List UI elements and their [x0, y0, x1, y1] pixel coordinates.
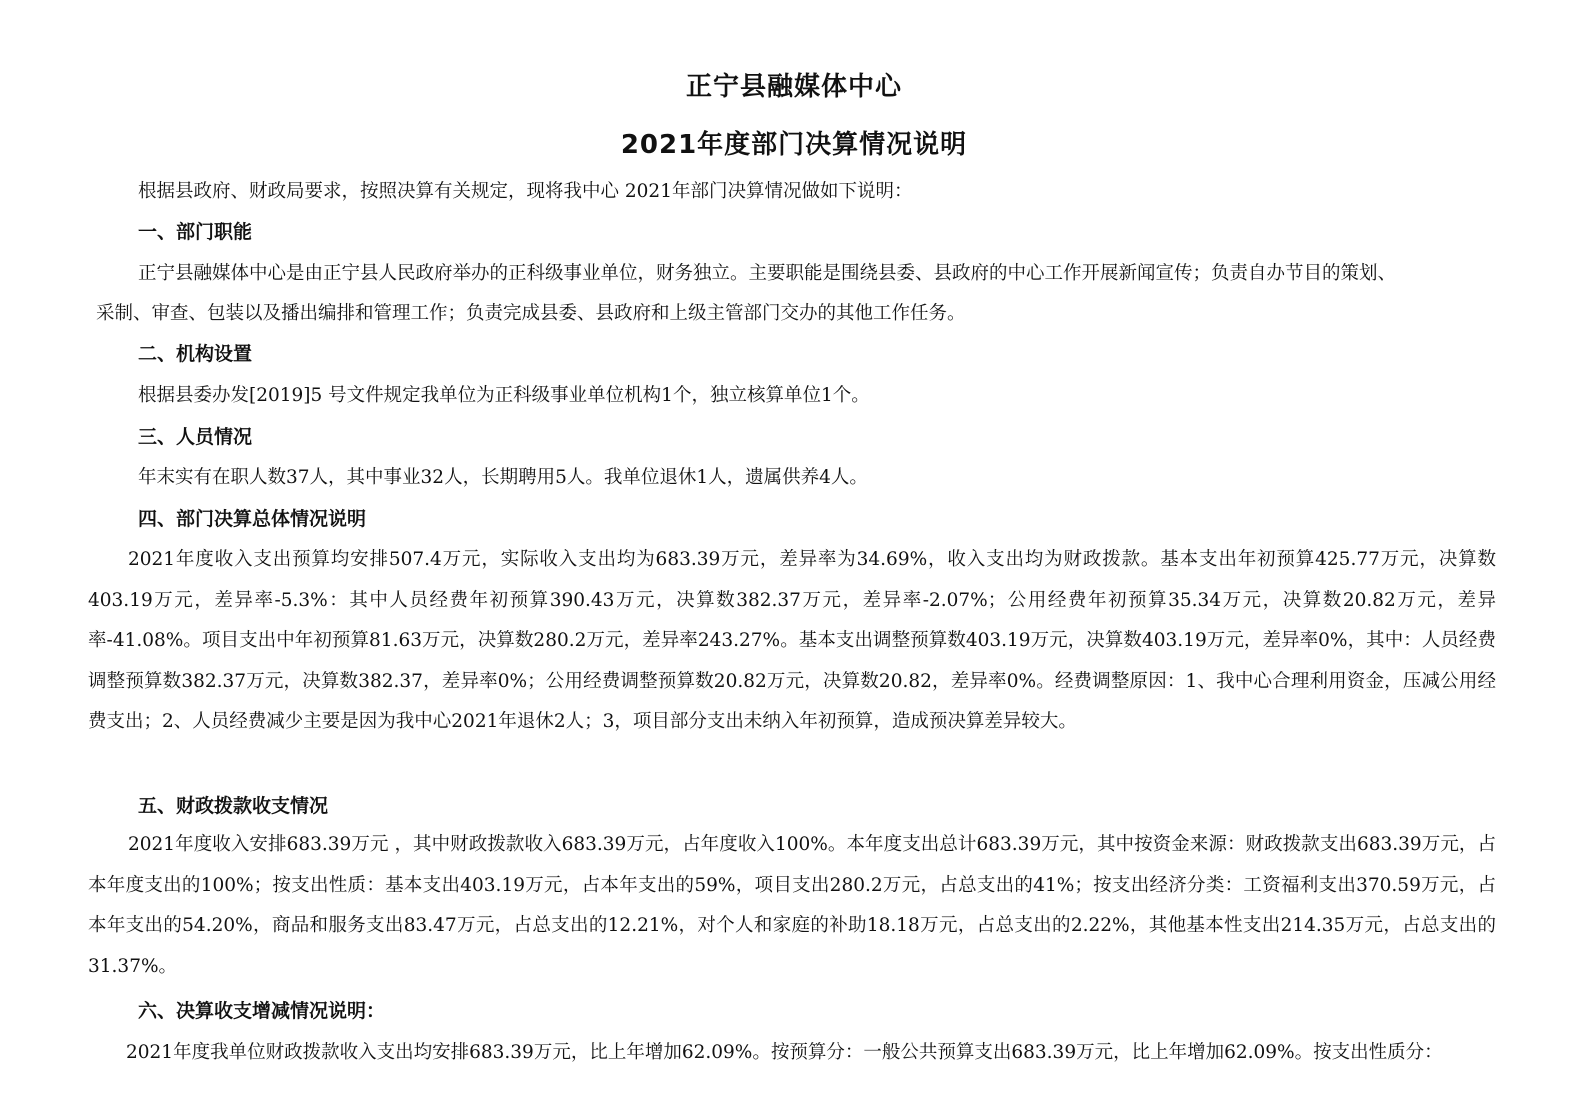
section-4-paragraph: [88, 540, 1496, 743]
section-1-line-1: 正宁县融媒体中心是由正宁县人民政府举办的正科级事业单位，财务独立。主要职能是围绕县委、县政府的中心工作开展新闻宣传；负责自办节目的策划、: [138, 263, 1397, 284]
document-subtitle: 2021年度部门决算情况说明: [620, 130, 968, 160]
section-5-paragraph-text: 2021年度收入安排683.39万元 ，其中财政拨款收入683.39万元，占年度收入100%。本年度支出总计683.39万元，其中按资金来源：财政拨款支出683.39万元，占本年度支出的100%；按支出性质：基本支出403.19万元，占本年支出的59%，项目支出280.2万元，占总支出的41%；按支出经济分类：工资福利支出370.59万元，占本年支出的54.20%，商品和服务支出83.47万元，占总支出的12.21%，对个人和家庭的补助18.18万元，占总支出的2.22%，其他基本性支出214.35万元，占总支出的31.37%。: [88, 834, 1496, 977]
section-2-heading: 二、机构设置: [138, 343, 253, 365]
section-2-line-1: 根据县委办发[2019]5 号文件规定我单位为正科级事业单位机构1个，独立核算单位1个。: [138, 385, 870, 406]
document-title: 正宁县融媒体中心: [685, 72, 902, 102]
section-6-line-1: 2021年度我单位财政拨款收入支出均安排683.39万元，比上年增加62.09%。按预算分：一般公共预算支出683.39万元，比上年增加62.09%。按支出性质分：: [126, 1042, 1443, 1063]
section-1-line-2: 采制、审查、包装以及播出编排和管理工作；负责完成县委、县政府和上级主管部门交办的其他工作任务。: [96, 303, 966, 324]
intro-paragraph: 根据县政府、财政局要求，按照决算有关规定，现将我中心 2021年部门决算情况做如下说明：: [138, 181, 913, 202]
section-1-heading: 一、部门职能: [138, 221, 253, 243]
section-3-heading: 三、人员情况: [138, 426, 253, 448]
section-3-line-1: 年末实有在职人数37人，其中事业32人，长期聘用5人。我单位退休1人，遗属供养4人。: [138, 467, 868, 488]
section-4-paragraph-text: 2021年度收入支出预算均安排507.4万元，实际收入支出均为683.39万元，差异率为34.69%，收入支出均为财政拨款。基本支出年初预算425.77万元，决算数403.19万元，差异率-5.3%：其中人员经费年初预算390.43万元，决算数382.37万元，差异率-2.07%；公用经费年初预算35.34万元，决算数20.82万元，差异率-41.08%。项目支出中年初预算81.63万元，决算数280.2万元，差异率243.27%。基本支出调整预算数403.19万元，决算数403.19万元，差异率0%，其中：人员经费调整预算数382.37万元，决算数382.37，差异率0%；公用经费调整预算数20.82万元，决算数20.82，差异率0%。经费调整原因：1、我中心合理利用资金，压减公用经费支出；2、人员经费减少主要是因为我中心2021年退休2人；3，项目部分支出未纳入年初预算，造成预决算差异较大。: [88, 549, 1496, 732]
section-4-heading: 四、部门决算总体情况说明: [138, 508, 367, 530]
section-5-paragraph: [88, 825, 1496, 987]
section-5-heading: 五、财政拨款收支情况: [138, 795, 329, 817]
section-6-heading: 六、决算收支增减情况说明：: [138, 1000, 386, 1022]
